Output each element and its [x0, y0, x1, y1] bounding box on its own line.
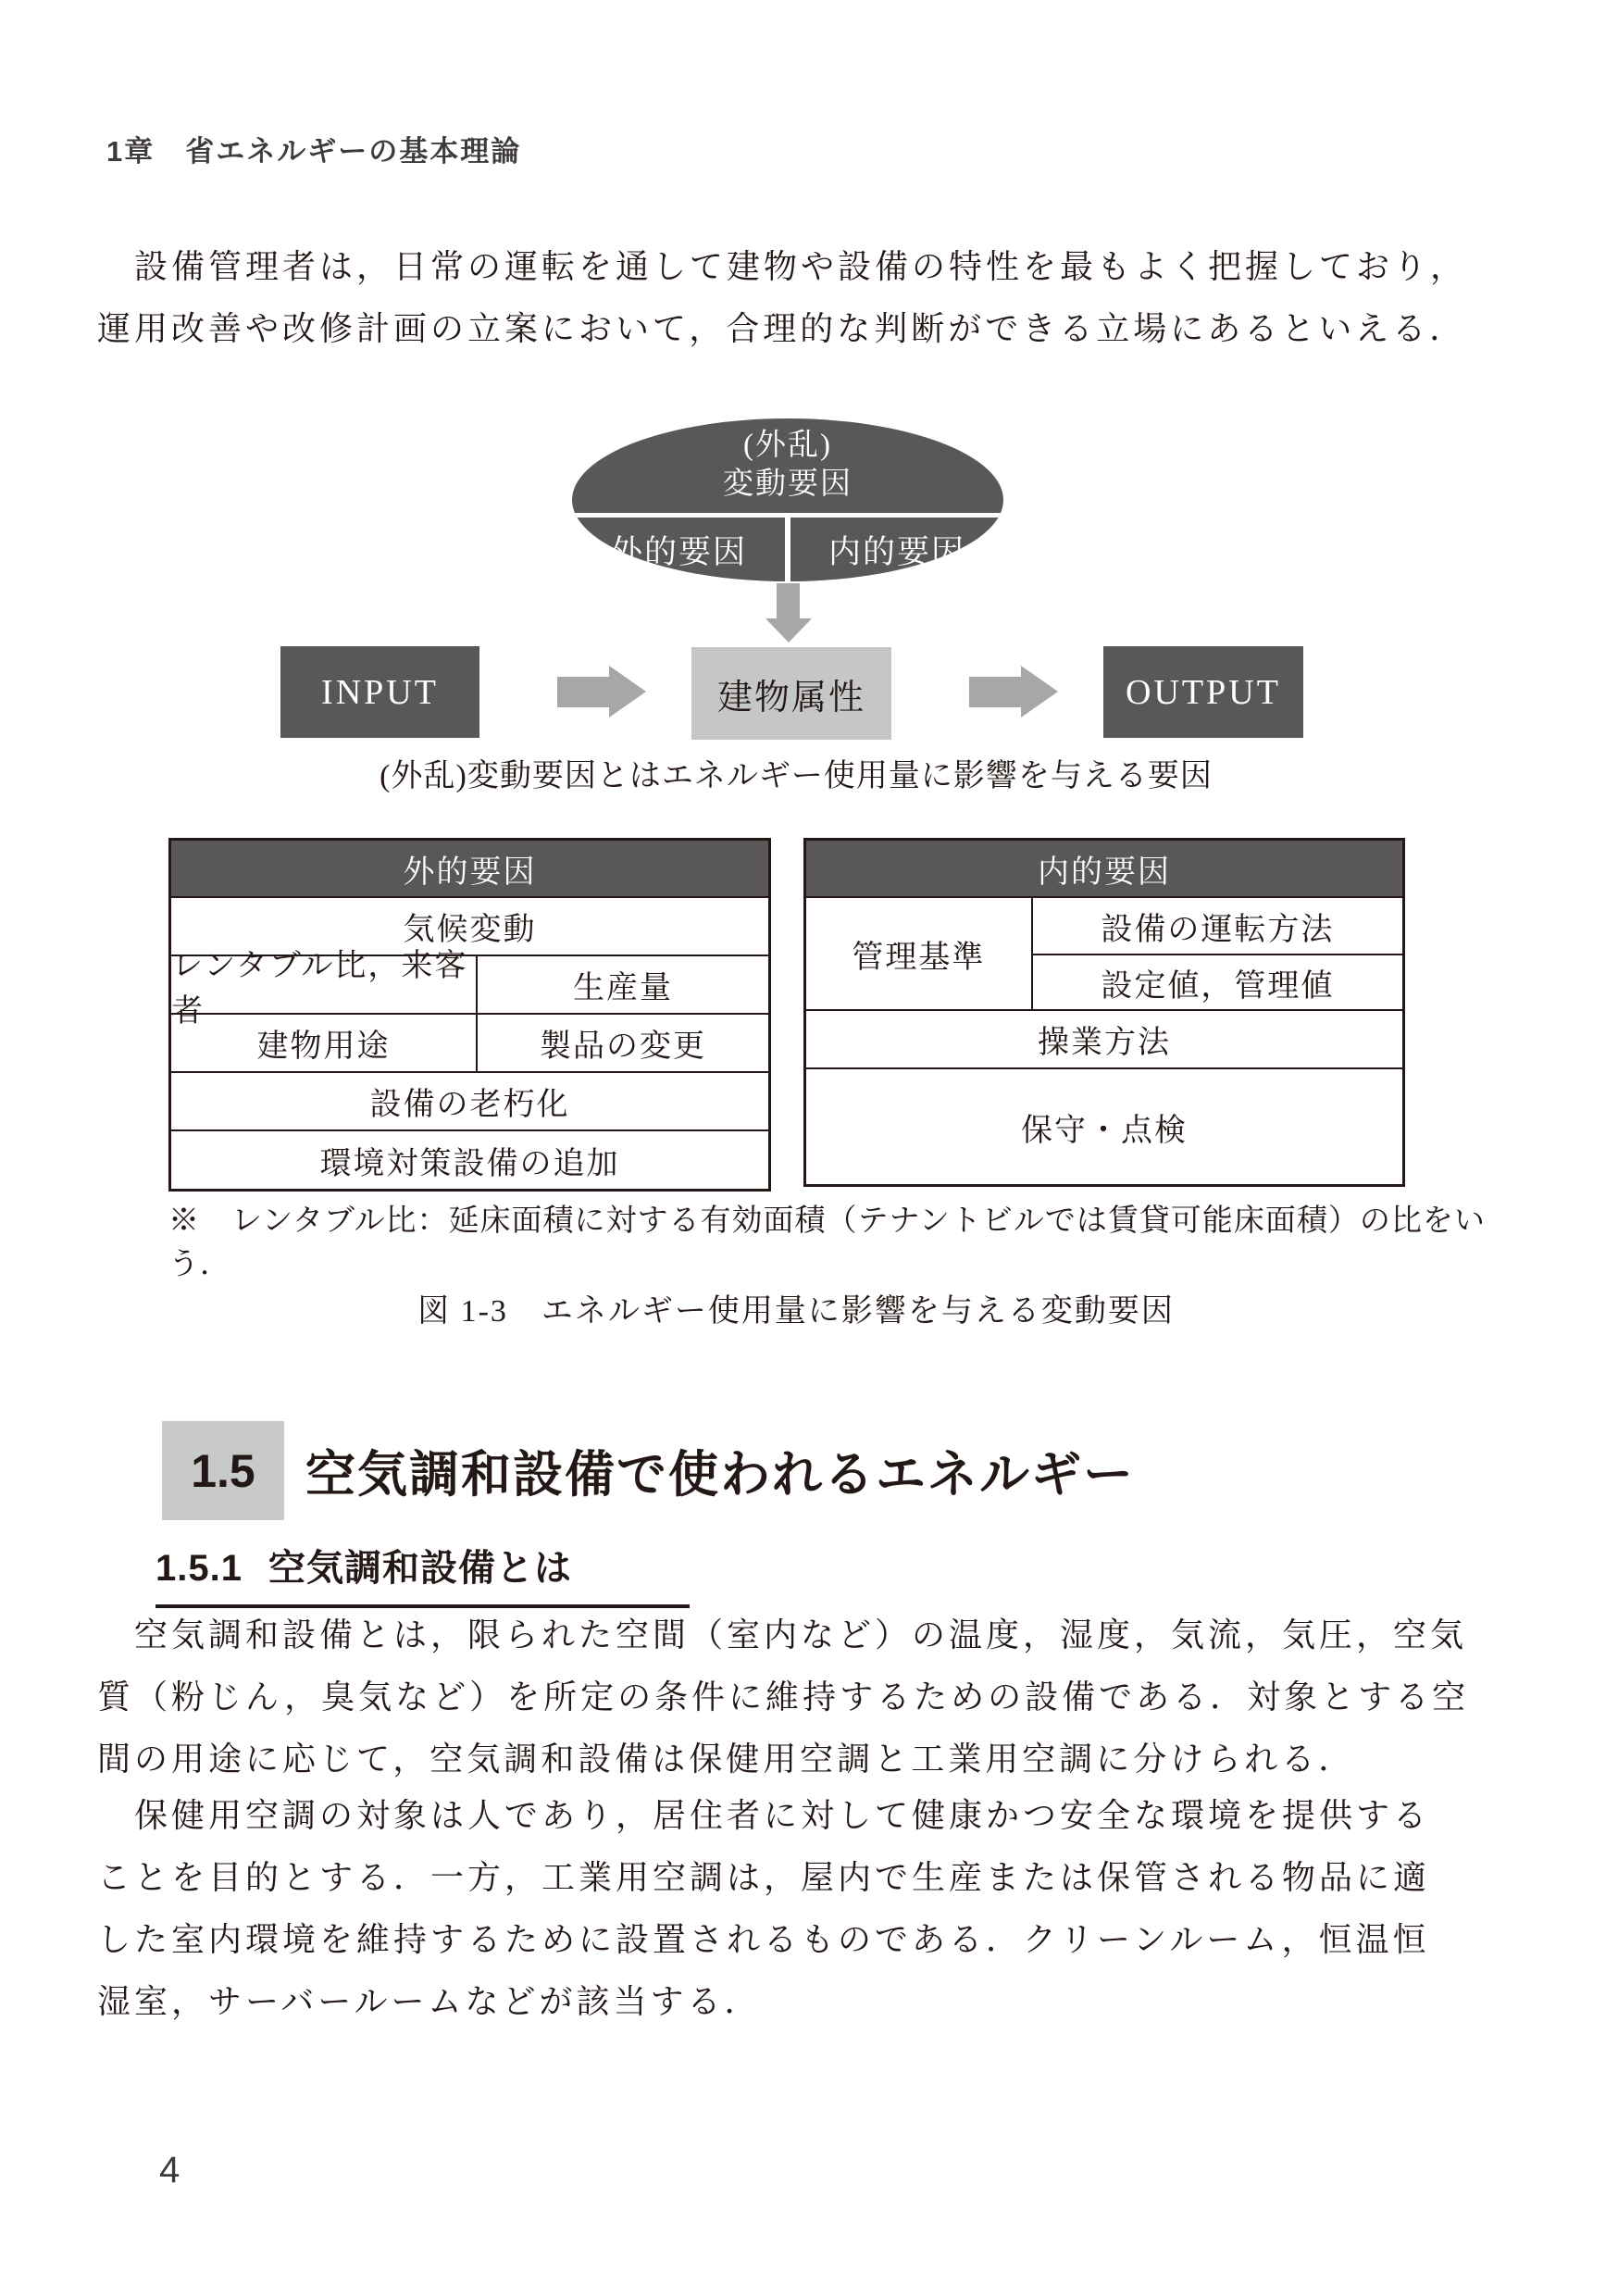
table-cell: レンタブル比，来客者 — [171, 955, 476, 1013]
text-line: ことを目的とする．一方，工業用空調は，屋内で生産または保管される物品に適 — [97, 1859, 1431, 1896]
table-cell: 保守・点検 — [806, 1067, 1402, 1184]
right-arrow-head-icon — [609, 666, 646, 718]
disturbance-factor-ellipse — [572, 418, 1003, 581]
footnote: ※ レンタブル比：延床面積に対する有効面積（テナントビルでは賃貸可能床面積）の比をいう． — [168, 1204, 1486, 1281]
table-cell: 設定値，管理値 — [1031, 954, 1402, 1009]
table-cell: 気候変動 — [171, 896, 768, 955]
ellipse-internal-factor-label: 内的要因 — [828, 533, 965, 570]
intro-paragraph — [97, 236, 1527, 360]
subsection-title: 空気調和設備とは — [268, 1548, 572, 1589]
table-cell: 生産量 — [476, 955, 768, 1013]
ellipse-label-line1: (外乱) — [743, 429, 832, 462]
page-number: 4 — [159, 2150, 180, 2190]
down-arrow-icon — [777, 583, 800, 618]
text-line: 保健用空調の対象は人であり，居住者に対して健康かつ安全な環境を提供する — [97, 1797, 1431, 1834]
building-attribute-box: 建物属性 — [691, 647, 891, 740]
ellipse-label-line2: 変動要因 — [723, 468, 853, 501]
ellipse-external-factor-label: 外的要因 — [609, 533, 747, 570]
internal-factors-table — [803, 838, 1405, 1187]
table-cell: 操業方法 — [806, 1009, 1402, 1067]
down-arrow-head-icon — [765, 618, 812, 643]
right-arrow-head-icon — [1021, 666, 1058, 718]
chapter-header: 1章 省エネルギーの基本理論 — [106, 135, 522, 168]
diagram-caption: (外乱)変動要因とはエネルギー使用量に影響を与える要因 — [380, 759, 1213, 793]
table-header-internal: 内的要因 — [806, 841, 1402, 896]
input-box: INPUT — [280, 646, 479, 738]
right-arrow-icon — [969, 677, 1021, 707]
text-line: 湿室，サーバールームなどが該当する． — [97, 1983, 762, 2020]
section-number-box: 1.5 — [162, 1421, 284, 1520]
table-header-external: 外的要因 — [171, 841, 768, 896]
table-cell: 設備の老朽化 — [171, 1071, 768, 1129]
ellipse-top-label — [572, 426, 1003, 504]
figure-caption: 図 1-3 エネルギー使用量に影響を与える変動要因 — [417, 1294, 1175, 1329]
text-line: 間の用途に応じて，空気調和設備は保健用空調と工業用空調に分けられる． — [97, 1741, 1356, 1778]
table-cell: 建物用途 — [171, 1013, 476, 1071]
text-line: 運用改善や改修計画の立案において，合理的な判断ができる立場にあるといえる． — [97, 310, 1467, 347]
table-cell: 管理基準 — [806, 896, 1031, 1009]
body-paragraph — [97, 1604, 1527, 1791]
section-title: 空気調和設備で使われるエネルギー — [305, 1447, 1135, 1503]
subsection-heading — [156, 1539, 690, 1608]
text-line: 空気調和設備とは，限られた空間（室内など）の温度，湿度，気流，気圧，空気 — [97, 1616, 1468, 1653]
text-line: 質（粉じん，臭気など）を所定の条件に維持するための設備である．対象とする空 — [97, 1678, 1470, 1716]
right-arrow-icon — [557, 677, 609, 707]
external-factors-table — [168, 838, 771, 1192]
text-line: した室内環境を維持するために設置されるものである．クリーンルーム，恒温恒 — [97, 1921, 1430, 1958]
text-line: 設備管理者は，日常の運転を通して建物や設備の特性を最もよく把握しており， — [97, 248, 1468, 285]
body-paragraph — [97, 1785, 1527, 2033]
table-cell: 製品の変更 — [476, 1013, 768, 1071]
subsection-number: 1.5.1 — [156, 1548, 243, 1589]
table-cell: 設備の運転方法 — [1031, 896, 1402, 954]
output-box: OUTPUT — [1103, 646, 1303, 738]
table-cell: 環境対策設備の追加 — [171, 1129, 768, 1189]
